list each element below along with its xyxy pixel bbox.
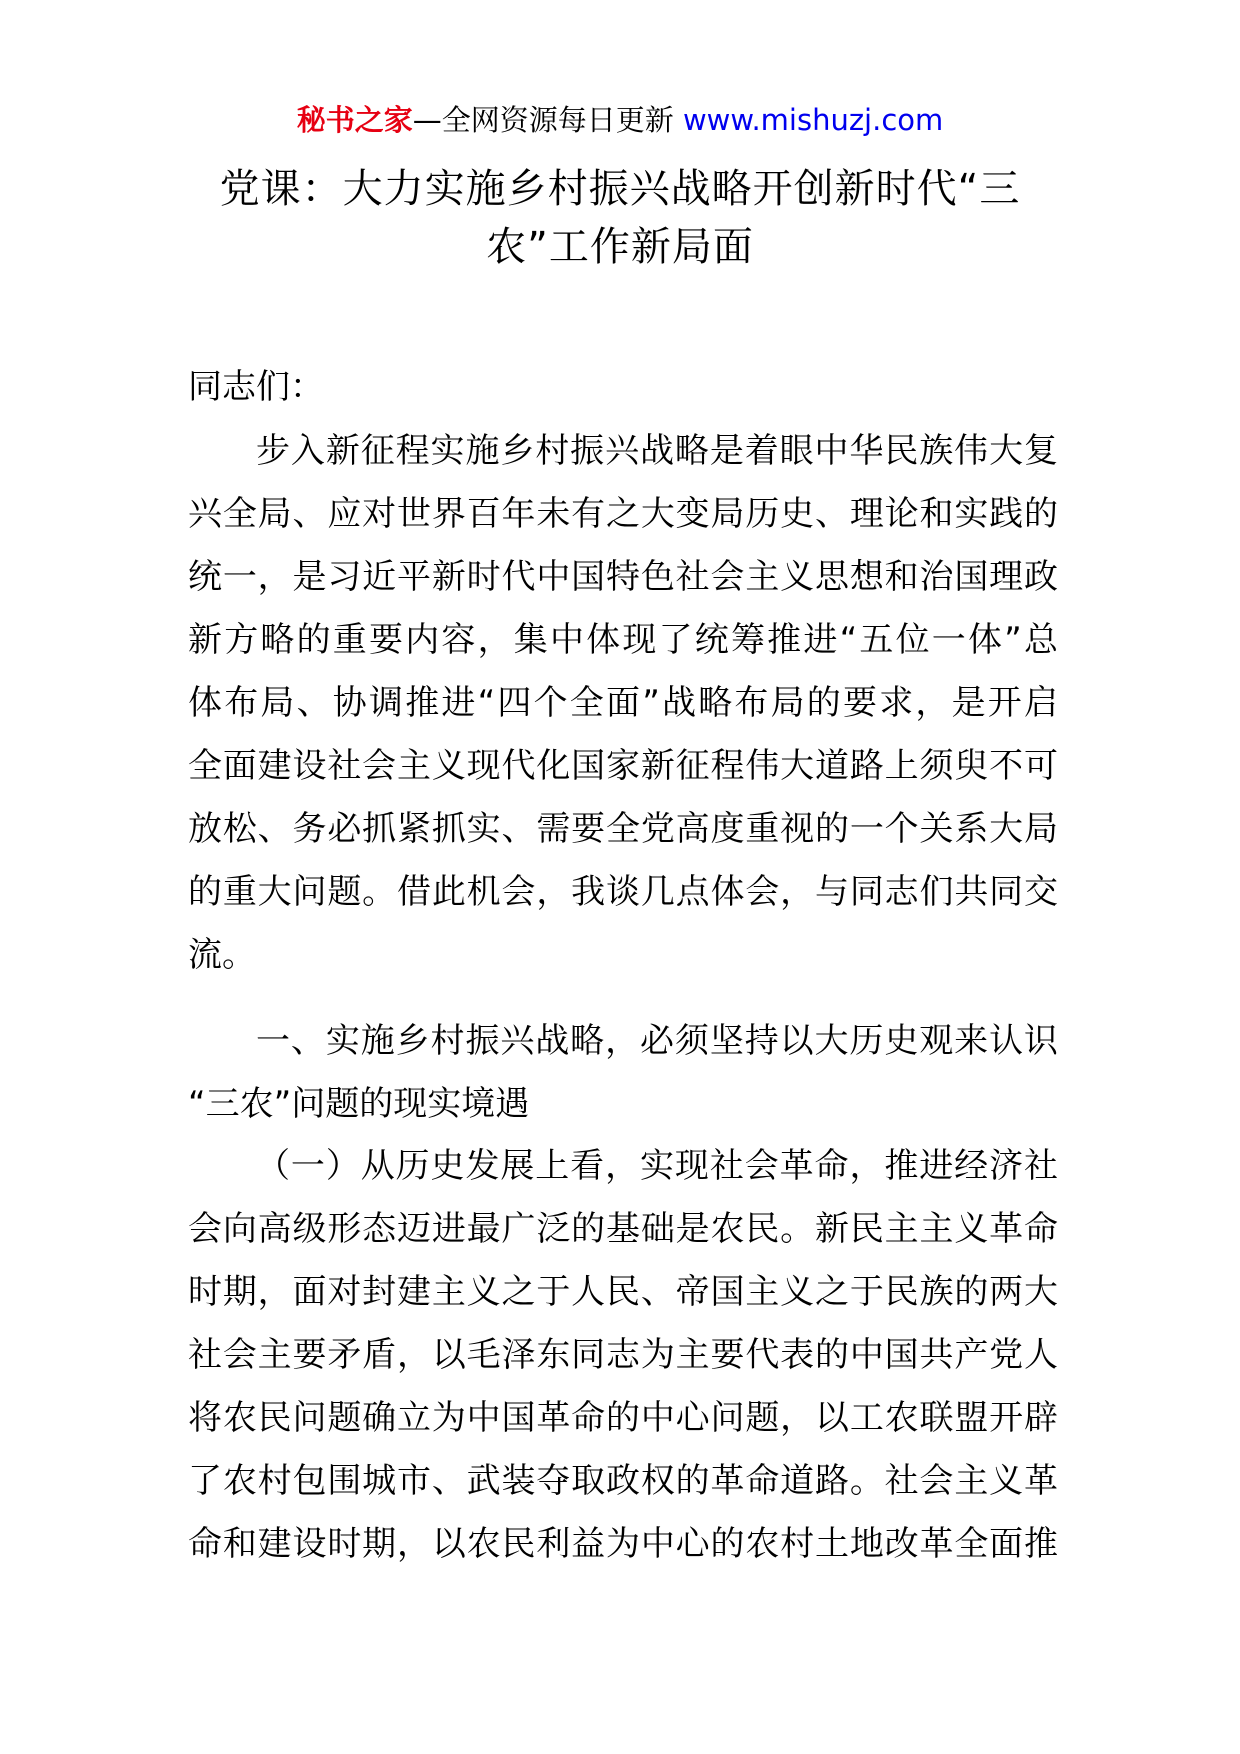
- header-slogan: —全网资源每日更新: [412, 103, 674, 137]
- paragraph-line: （一）从历史发展上看，实现社会革命，推进经济社: [256, 1146, 1058, 1186]
- paragraph-line: 流。: [188, 935, 256, 975]
- paragraph-line: 时期，面对封建主义之于人民、帝国主义之于民族的两大: [188, 1272, 1058, 1312]
- paragraph-line: 将农民问题确立为中国革命的中心问题，以工农联盟开辟: [188, 1398, 1058, 1438]
- paragraph-line: 新方略的重要内容，集中体现了统筹推进“五位一体”总: [188, 620, 1058, 660]
- section-heading-1: [188, 1010, 1058, 1136]
- brand-name: 秘书之家: [296, 103, 413, 137]
- paragraph-line: 了农村包围城市、武装夺取政权的革命道路。社会主义革: [188, 1461, 1058, 1501]
- salutation-text: 同志们：: [188, 367, 324, 407]
- document-title: [170, 160, 1070, 276]
- paragraph-line: 统一，是习近平新时代中国特色社会主义思想和治国理政: [188, 557, 1058, 597]
- title-line-2: 农”工作新局面: [486, 224, 754, 270]
- heading-line: “三农”问题的现实境遇: [188, 1084, 530, 1124]
- paragraph-line: 会向高级形态迈进最广泛的基础是农民。新民主主义革命: [188, 1209, 1058, 1249]
- paragraph-line: 命和建设时期，以农民利益为中心的农村土地改革全面推: [188, 1524, 1058, 1564]
- paragraph-intro: [188, 420, 1058, 987]
- paragraph-line: 全面建设社会主义现代化国家新征程伟大道路上须臾不可: [188, 746, 1058, 786]
- site-header: [0, 100, 1240, 140]
- paragraph-line: 步入新征程实施乡村振兴战略是着眼中华民族伟大复: [256, 431, 1058, 471]
- salutation: [188, 356, 1058, 419]
- paragraph-line: 体布局、协调推进“四个全面”战略布局的要求，是开启: [188, 683, 1058, 723]
- paragraph-line: 放松、务必抓紧抓实、需要全党高度重视的一个关系大局: [188, 809, 1058, 849]
- title-line-1: 党课：大力实施乡村振兴战略开创新时代“三: [219, 166, 1021, 212]
- paragraph-line: 社会主要矛盾，以毛泽东同志为主要代表的中国共产党人: [188, 1335, 1058, 1375]
- paragraph-line: 兴全局、应对世界百年未有之大变局历史、理论和实践的: [188, 494, 1058, 534]
- heading-line: 一、实施乡村振兴战略，必须坚持以大历史观来认识: [256, 1021, 1058, 1061]
- paragraph-line: 的重大问题。借此机会，我谈几点体会，与同志们共同交: [188, 872, 1058, 912]
- site-url-link[interactable]: www.mishuzj.com: [682, 103, 944, 137]
- paragraph-history: [188, 1135, 1058, 1576]
